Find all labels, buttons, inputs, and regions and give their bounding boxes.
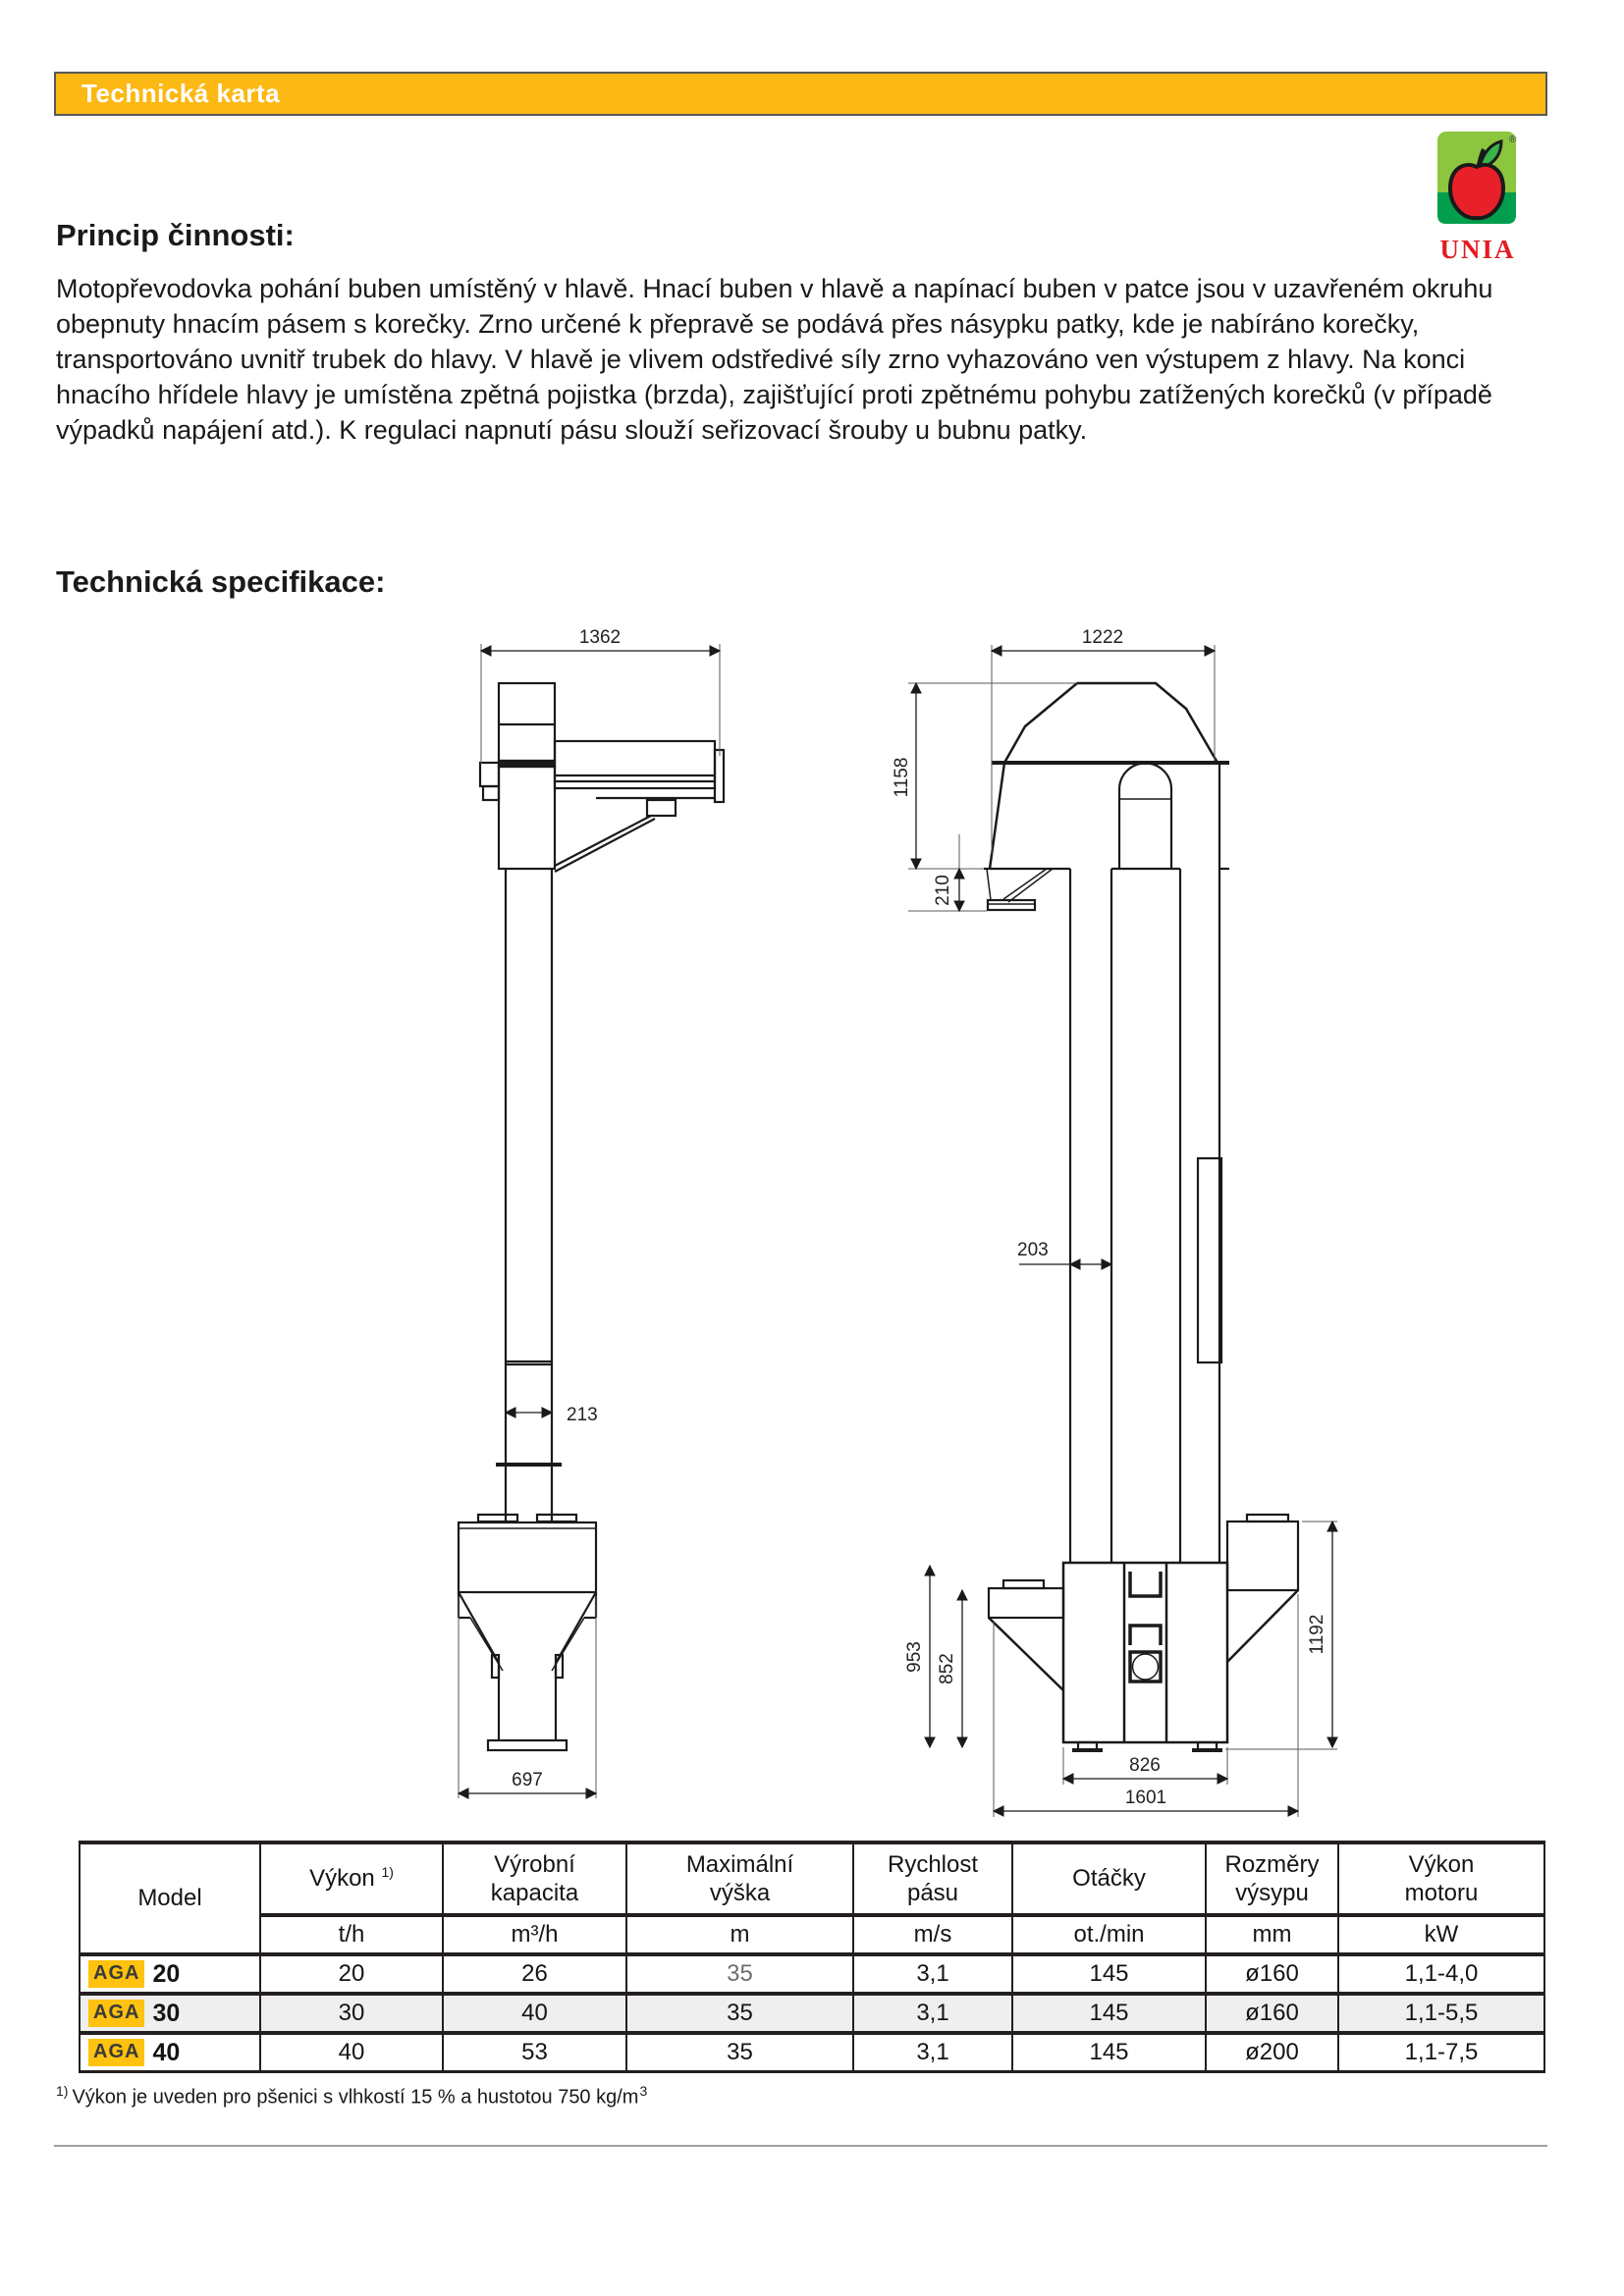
dim-front-boot-hopper-height: 852: [937, 1653, 957, 1684]
aga-brand-badge: AGA: [88, 2000, 144, 2027]
model-number: 20: [152, 1959, 181, 1988]
unia-apple-icon: [1435, 130, 1521, 228]
dim-front-head-width: 1222: [1081, 627, 1124, 648]
col-header-rozmery: Rozměry výsypu: [1206, 1842, 1338, 1915]
cell-value: 40: [443, 1994, 626, 2033]
footnote: [56, 2083, 647, 2109]
col-header-motor: Výkon motoru: [1338, 1842, 1544, 1915]
col-header-rychlost: Rychlost pásu: [853, 1842, 1012, 1915]
col-header-vyska: Maximální výška: [626, 1842, 853, 1915]
model-cell: [80, 1954, 260, 1994]
registered-mark: ®: [1509, 134, 1517, 145]
dim-front-boot-right-height: 1192: [1307, 1614, 1327, 1655]
technical-drawings: [412, 618, 1375, 1845]
footnote-marker: 1): [56, 2083, 69, 2099]
cell-value: 1,1-4,0: [1338, 1954, 1544, 1994]
cell-value: 1,1-5,5: [1338, 1994, 1544, 2033]
spec-heading: Technická specifikace:: [56, 564, 386, 599]
cell-value: 35: [626, 2033, 853, 2072]
table-row-aga40: [80, 2033, 1544, 2072]
col-header-vykon: Výkon $^{1)}$: [260, 1842, 443, 1915]
unit-otacky: ot./min: [1012, 1915, 1206, 1954]
cell-value: ø160: [1206, 1954, 1338, 1994]
cell-value: ø160: [1206, 1994, 1338, 2033]
table-header-row: [80, 1842, 1544, 1915]
cell-value: 53: [443, 2033, 626, 2072]
col-header-kapacita: Výrobní kapacita: [443, 1842, 626, 1915]
aga-brand-badge: AGA: [88, 1960, 144, 1988]
cell-value: 145: [1012, 1954, 1206, 1994]
model-cell: [80, 1994, 260, 2033]
unit-vykon: t/h: [260, 1915, 443, 1954]
cell-value: 3,1: [853, 1994, 1012, 2033]
table-row-aga20: [80, 1954, 1544, 1994]
dim-front-boot-inlet-height: 953: [904, 1641, 925, 1673]
dim-front-boot-base-width: 826: [1129, 1755, 1161, 1776]
dim-side-overall-width: 1362: [578, 627, 622, 648]
principle-paragraph: Motopřevodovka pohání buben umístěný v hlavě. Hnací buben v hlavě a napínací buben v patce jsou v uzavřeném okruhu obepnuty hnacím pásem s korečky. Zrno určené k přepravě se podává přes násypku patky, kde je nabíráno korečky, transportováno uvnitř trubek do hlavy. V hlavě je vlivem odstředivé síly zrno vyhazováno ven výstupem z hlavy. Na konci hnacího hřídele hlavy je umístěna zpětná pojistka (brzda), zajišťující proti zpětnému pohybu zatížených korečků (v případě výpadků napájení atd.). K regulaci napnutí pásu slouží seřizovací šrouby u bubnu patky.: [56, 274, 1493, 445]
model-number: 30: [152, 1999, 181, 2027]
unit-rozmery: mm: [1206, 1915, 1338, 1954]
side-view-drawing: [459, 627, 724, 1798]
col-header-otacky: Otáčky: [1012, 1842, 1206, 1915]
table-units-row: [80, 1915, 1544, 1954]
cell-value: 26: [443, 1954, 626, 1994]
cell-value: 1,1-7,5: [1338, 2033, 1544, 2072]
unit-rychlost: m/s: [853, 1915, 1012, 1954]
cell-value: 3,1: [853, 1954, 1012, 1994]
footnote-text: Výkon je uveden pro pšenici s vlhkostí 15 % a hustotou 750 kg/m: [72, 2086, 639, 2109]
footer-divider: [54, 2145, 1547, 2147]
cell-value: 35: [626, 1954, 853, 1994]
footnote-exponent: 3: [639, 2083, 648, 2099]
aga-brand-badge: AGA: [88, 2039, 144, 2066]
unit-vyska: m: [626, 1915, 853, 1954]
col-header-model: Model: [80, 1842, 260, 1954]
dim-side-outlet-width: 697: [512, 1770, 543, 1790]
front-view-drawing: [892, 627, 1337, 1817]
title-bar: [54, 72, 1547, 116]
unia-logo: [1429, 130, 1527, 265]
cell-value: 145: [1012, 2033, 1206, 2072]
footnote-ref: 1): [381, 1864, 394, 1881]
dim-front-head-height: 1158: [892, 757, 912, 798]
cell-value: 35: [626, 1994, 853, 2033]
principle-heading: Princip činnosti:: [56, 218, 295, 252]
unia-logo-text: UNIA: [1439, 235, 1516, 264]
cell-value: 20: [260, 1954, 443, 1994]
cell-value: 3,1: [853, 2033, 1012, 2072]
specification-table: [79, 1841, 1545, 2073]
model-number: 40: [152, 2038, 181, 2066]
model-cell: [80, 2033, 260, 2072]
cell-value: 40: [260, 2033, 443, 2072]
table-row-aga30: [80, 1994, 1544, 2033]
dim-front-tube-width: 203: [1017, 1240, 1049, 1260]
unit-motor: kW: [1338, 1915, 1544, 1954]
cell-value: ø200: [1206, 2033, 1338, 2072]
cell-value: 30: [260, 1994, 443, 2033]
dim-front-outlet-drop: 210: [933, 875, 953, 906]
cell-value: 145: [1012, 1994, 1206, 2033]
dim-side-tube-width: 213: [567, 1405, 598, 1425]
title-bar-label: Technická karta: [81, 79, 281, 108]
dim-front-boot-overall-width: 1601: [1124, 1788, 1167, 1808]
unit-kapacita: m³/h: [443, 1915, 626, 1954]
